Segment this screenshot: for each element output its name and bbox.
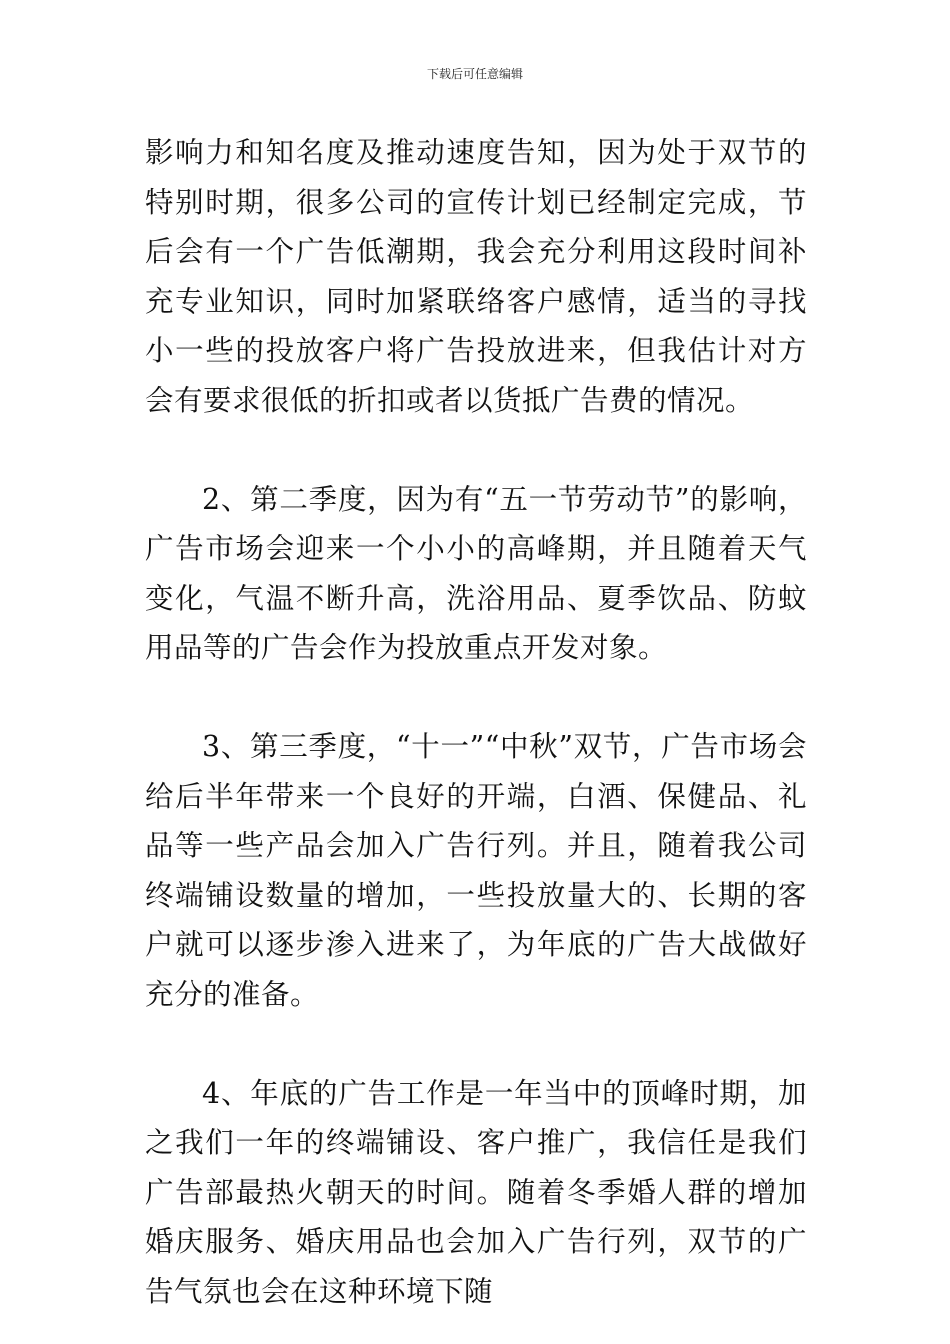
paragraph-year-end: 4、年底的广告工作是一年当中的顶峰时期，加之我们一年的终端铺设、客户推广，我信任是我们广告部最热火朝天的时间。随着冬季婚人群的增加婚庆服务、婚庆用品也会加入广告行列，双节的广告气氛也会在这种环境下随 [145,1076,807,1308]
paragraph-continuation: 影响力和知名度及推动速度告知，因为处于双节的特别时期，很多公司的宣传计划已经制定完成，节后会有一个广告低潮期，我会充分利用这段时间补充专业知识，同时加紧联络客户感情，适当的寻找小一些的投放客户将广告投放进来，但我估计对方会有要求很低的折扣或者以货抵广告费的情况。 [145,136,807,417]
paragraph-q3: 3、第三季度，“十一”“中秋”双节，广告市场会给后半年带来一个良好的开端，白酒、保健品、礼品等一些产品会加入广告行列。并且，随着我公司终端铺设数量的增加，一些投放量大的、长期的客户就可以逐步渗入进来了，为年底的广告大战做好充分的准备。 [145,730,807,1011]
paragraph-q2: 2、第二季度，因为有“五一节劳动节”的影响，广告市场会迎来一个小小的高峰期，并且随着天气变化，气温不断升高，洗浴用品、夏季饮品、防蚊用品等的广告会作为投放重点开发对象。 [145,482,807,664]
document-body [145,128,807,1316]
page-header: 下载后可任意编辑 [426,67,523,81]
